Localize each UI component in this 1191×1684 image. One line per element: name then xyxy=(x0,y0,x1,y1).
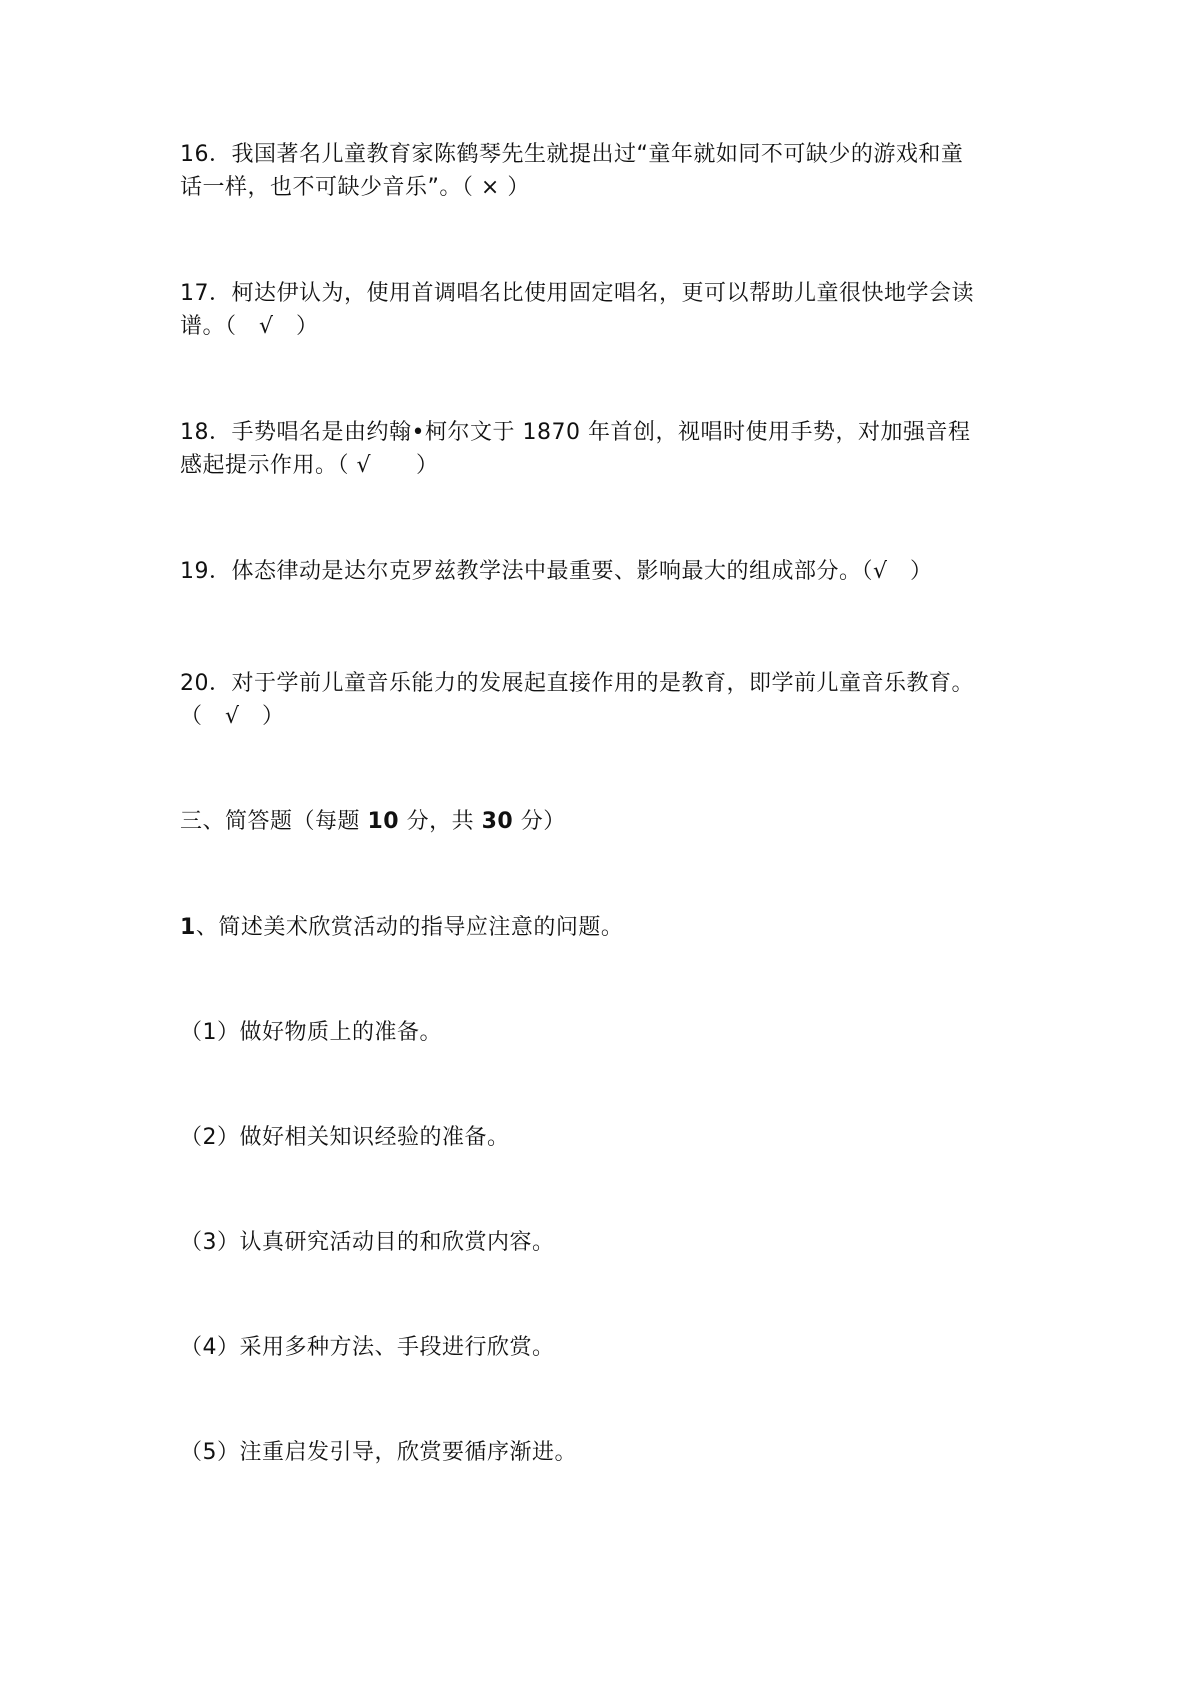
question-17-text: 柯达伊认为，使用首调唱名比使用固定唱名，更可以帮助儿童很快地学会读 xyxy=(231,281,975,306)
question-19-text: 体态律动是达尔克罗兹教学法中最重要、影响最大的组成部分。（√ ） xyxy=(231,559,933,584)
section-heading-middle: 分，共 xyxy=(399,809,482,834)
short-answer-question xyxy=(180,912,1020,944)
question-18-line-1 xyxy=(180,417,1020,449)
answer-point: （4）采用多种方法、手段进行欣赏。 xyxy=(180,1335,555,1360)
question-19-number: 19． xyxy=(180,559,232,584)
question-19-line-1 xyxy=(180,556,1020,588)
answer-point: （2）做好相关知识经验的准备。 xyxy=(180,1125,510,1150)
question-18-line-2 xyxy=(180,450,1020,482)
question-18-answer-line: 感起提示作用。（ √ ） xyxy=(180,453,439,478)
question-17-line-2 xyxy=(180,311,1020,343)
question-17-number: 17． xyxy=(180,281,232,306)
question-17-answer-line: 谱。（ √ ） xyxy=(180,314,319,339)
section-score-each: 10 xyxy=(367,809,400,834)
short-answer-text: 、简述美术欣赏活动的指导应注意的问题。 xyxy=(195,915,624,940)
answer-point: （5）注重启发引导，欣赏要循序渐进。 xyxy=(180,1440,577,1465)
question-20-text: 对于学前儿童音乐能力的发展起直接作用的是教育，即学前儿童音乐教育。 xyxy=(231,671,975,696)
question-16-text: 我国著名儿童教育家陈鹤琴先生就提出过“童年就如同不可缺少的游戏和童 xyxy=(231,142,964,167)
answer-point: （3）认真研究活动目的和欣赏内容。 xyxy=(180,1230,555,1255)
section-heading-suffix: 分） xyxy=(513,809,566,834)
question-16-number: 16． xyxy=(180,142,232,167)
question-16-line-2 xyxy=(180,172,1020,204)
question-18-text: 手势唱名是由约翰•柯尔文于 1870 年首创，视唱时使用手势，对加强音程 xyxy=(231,420,971,445)
section-heading xyxy=(180,806,1020,838)
question-16-answer-line: 话一样，也不可缺少音乐”。（ × ） xyxy=(180,175,530,200)
section-heading-prefix: 三、简答题（每题 xyxy=(180,809,368,834)
section-score-total: 30 xyxy=(481,809,514,834)
short-answer-number: 1 xyxy=(180,915,196,940)
question-16-line-1 xyxy=(180,139,1020,171)
answer-point: （1）做好物质上的准备。 xyxy=(180,1020,442,1045)
question-20-number: 20． xyxy=(180,671,232,696)
question-20-answer-line: （ √ ） xyxy=(180,704,285,729)
question-18-number: 18． xyxy=(180,420,232,445)
question-17-line-1 xyxy=(180,278,1020,310)
question-20-line-2 xyxy=(180,701,1020,733)
question-20-line-1 xyxy=(180,668,1020,700)
